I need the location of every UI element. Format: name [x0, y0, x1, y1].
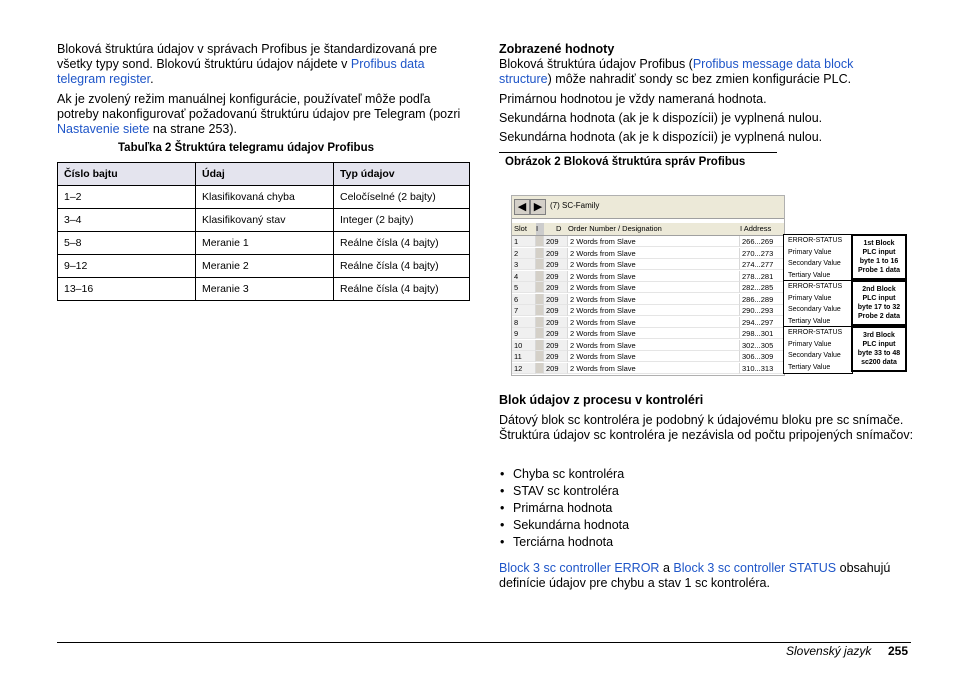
table-cell: Celočíselné (2 bajty)	[334, 186, 470, 209]
designation-cell: 2 Words from Slave	[568, 259, 740, 270]
designation-cell: 2 Words from Slave	[568, 317, 740, 328]
grid-row[interactable]	[512, 259, 782, 270]
network-settings-link[interactable]: Nastavenie siete	[57, 122, 150, 136]
plc-block-line: 2nd Block	[862, 286, 896, 293]
address-cell: 290...293	[740, 305, 784, 316]
value-label: Tertiary Value	[788, 271, 831, 279]
window-toolbar	[512, 196, 784, 219]
designation-cell: 2 Words from Slave	[568, 271, 740, 282]
grid-row[interactable]	[512, 317, 782, 328]
column-slot: Slot	[514, 224, 527, 233]
slot-cell: 6	[512, 294, 536, 305]
column-header-byte: Číslo bajtu	[58, 163, 196, 186]
dp-cell: 209	[544, 282, 568, 293]
value-label: Tertiary Value	[788, 363, 831, 371]
plc-block-line: Probe 2 data	[857, 313, 900, 320]
grid-rows	[512, 236, 784, 374]
module-label: (7) SC-Family	[550, 201, 600, 210]
dp-cell: 209	[544, 305, 568, 316]
manual-config-paragraph: Ak je zvolený režim manuálnej konfigurácie, používateľ môže podľa potreby nakonfigurovať požadovanú štruktúru údajov pre Telegram (pozri Nastavenie siete na strane 253).	[57, 92, 461, 136]
table-row	[58, 186, 470, 209]
plc-block-line: PLC input	[862, 295, 896, 302]
address-cell: 270...273	[740, 248, 784, 259]
grid-row[interactable]	[512, 340, 782, 351]
back-arrow-icon[interactable]: ◀	[514, 199, 530, 215]
table-cell: Klasifikovaná chyba	[196, 186, 334, 209]
plc-block-line: byte 33 to 48	[857, 350, 901, 357]
controller-data-list	[499, 466, 879, 551]
list-item: • STAV sc kontroléra	[499, 483, 879, 500]
address-cell: 294...297	[740, 317, 784, 328]
value-label: Secondary Value	[788, 306, 841, 313]
list-item: • Sekundárna hodnota	[499, 517, 879, 534]
slot-cell: 1	[512, 236, 536, 247]
controller-status-link[interactable]: Block 3 sc controller STATUS	[673, 561, 837, 575]
address-cell: 298...301	[740, 328, 784, 339]
column-i: I	[536, 223, 544, 235]
slot-cell: 2	[512, 248, 536, 259]
column-header-data: Údaj	[196, 163, 334, 186]
dp-cell: 209	[544, 317, 568, 328]
plc-block-line: 1st Block	[863, 240, 895, 247]
value-label: Primary Value	[788, 340, 832, 348]
designation-cell: 2 Words from Slave	[568, 236, 740, 247]
module-icon-cell	[536, 340, 544, 351]
module-icon-cell	[536, 363, 544, 374]
designation-cell: 2 Words from Slave	[568, 340, 740, 351]
designation-cell: 2 Words from Slave	[568, 248, 740, 259]
table-cell: Klasifikovaný stav	[196, 209, 334, 232]
table-cell: 5–8	[58, 232, 196, 255]
forward-arrow-icon[interactable]: ▶	[530, 199, 546, 215]
column-i-address: I Address	[740, 224, 772, 233]
plc-block-line: 3rd Block	[863, 332, 895, 339]
footer-language: Slovenský jazyk	[786, 644, 872, 658]
grid-header	[512, 223, 784, 236]
controller-block-heading: Blok údajov z procesu v kontroléri	[499, 393, 704, 407]
dp-cell: 209	[544, 294, 568, 305]
dp-cell: 209	[544, 351, 568, 362]
address-cell: 306...309	[740, 351, 784, 362]
module-icon-cell	[536, 271, 544, 282]
block-groups	[783, 234, 907, 374]
figure-caption: Obrázok 2 Bloková štruktúra správ Profibus	[505, 156, 746, 168]
footer-rule	[57, 642, 911, 643]
value-label: ERROR-STATUS	[788, 237, 843, 244]
value-labels-box	[783, 326, 853, 374]
plc-block-box	[851, 280, 907, 326]
table-row	[58, 278, 470, 301]
module-icon-cell	[536, 317, 544, 328]
module-icon-cell	[536, 259, 544, 270]
grid-row[interactable]	[512, 294, 782, 305]
controller-block-paragraph: Dátový blok sc kontroléra je podobný k údajovému bloku pre sc snímače. Štruktúra údajov sc kontroléra je nezávisla od počtu pripojených snímačov:	[499, 413, 914, 442]
list-item: • Terciárna hodnota	[499, 534, 879, 551]
table-cell: Reálne čísla (4 bajty)	[334, 255, 470, 278]
dp-cell: 209	[544, 248, 568, 259]
grid-row[interactable]	[512, 282, 782, 293]
dp-cell: 209	[544, 328, 568, 339]
module-icon-cell	[536, 305, 544, 316]
address-cell: 282...285	[740, 282, 784, 293]
grid-row[interactable]	[512, 248, 782, 259]
table-cell: Meranie 1	[196, 232, 334, 255]
designation-cell: 2 Words from Slave	[568, 305, 740, 316]
address-cell: 266...269	[740, 236, 784, 247]
value-label: Tertiary Value	[788, 317, 831, 325]
value-labels-box	[783, 280, 853, 328]
designation-cell: 2 Words from Slave	[568, 328, 740, 339]
plc-block-line: PLC input	[862, 249, 896, 256]
displayed-values-heading: Zobrazené hodnoty	[499, 42, 615, 56]
slot-cell: 5	[512, 282, 536, 293]
designation-cell: 2 Words from Slave	[568, 363, 740, 374]
module-icon-cell	[536, 282, 544, 293]
dp-cell: 209	[544, 236, 568, 247]
slot-cell: 3	[512, 259, 536, 270]
primary-value-text: Primárnou hodnotou je vždy nameraná hodnota.	[499, 92, 767, 106]
page-number: 255	[888, 644, 909, 658]
controller-error-link[interactable]: Block 3 sc controller ERROR	[499, 561, 660, 575]
table-row	[58, 232, 470, 255]
plc-block-box	[851, 326, 907, 372]
designation-cell: 2 Words from Slave	[568, 282, 740, 293]
designation-cell: 2 Words from Slave	[568, 294, 740, 305]
table-row	[58, 255, 470, 278]
intro-paragraph: Bloková štruktúra údajov v správach Profibus je štandardizovaná pre všetky typy sond. Blokovú štruktúru údajov nájdete v Profibus data telegram register.	[57, 42, 438, 86]
plc-block-line: PLC input	[862, 341, 896, 348]
profibus-config-figure	[503, 186, 907, 376]
table-caption: Tabuľka 2 Štruktúra telegramu údajov Profibus	[118, 142, 374, 154]
grid-row[interactable]	[512, 328, 782, 339]
list-item: • Primárna hodnota	[499, 500, 879, 517]
plc-block-line: Probe 1 data	[857, 267, 900, 274]
table-cell: Reálne čísla (4 bajty)	[334, 232, 470, 255]
controller-definitions-paragraph: Block 3 sc controller ERROR a Block 3 sc controller STATUS obsahujú definície údajov pre chybu a stav 1 sc kontroléra.	[499, 561, 891, 590]
dp-cell: 209	[544, 259, 568, 270]
grid-row[interactable]	[512, 236, 782, 247]
slot-cell: 10	[512, 340, 536, 351]
column-d: D	[556, 224, 562, 233]
value-label: Primary Value	[788, 248, 832, 256]
module-icon-cell	[536, 328, 544, 339]
address-cell: 302...305	[740, 340, 784, 351]
module-icon-cell	[536, 351, 544, 362]
message-block-structure-link[interactable]: Profibus message data block structure	[499, 57, 854, 86]
secondary-value-text-1: Sekundárna hodnota (ak je k dispozícii) je vyplnená nulou.	[499, 111, 823, 125]
slot-cell: 12	[512, 363, 536, 374]
grid-row[interactable]	[512, 271, 782, 282]
value-label: ERROR-STATUS	[788, 283, 843, 290]
value-label: ERROR-STATUS	[788, 329, 843, 336]
table-cell: Integer (2 bajty)	[334, 209, 470, 232]
config-window	[511, 195, 785, 376]
table-cell: 1–2	[58, 186, 196, 209]
address-cell: 310...313	[740, 363, 784, 374]
displayed-values-paragraph: Bloková štruktúra údajov Profibus (Profibus message data block structure) môže nahradiť sondy sc bez zmien konfigurácie PLC.	[499, 57, 854, 86]
dp-cell: 209	[544, 363, 568, 374]
grid-row[interactable]	[512, 363, 782, 374]
plc-block-line: byte 17 to 32	[857, 304, 901, 311]
table-cell: 3–4	[58, 209, 196, 232]
module-icon-cell	[536, 248, 544, 259]
table-cell: Reálne čísla (4 bajty)	[334, 278, 470, 301]
table-cell: Meranie 2	[196, 255, 334, 278]
address-cell: 286...289	[740, 294, 784, 305]
value-label: Primary Value	[788, 294, 832, 302]
slot-cell: 4	[512, 271, 536, 282]
plc-block-line: sc200 data	[861, 359, 897, 366]
slot-cell: 11	[512, 351, 536, 362]
address-cell: 278...281	[740, 271, 784, 282]
module-icon-cell	[536, 294, 544, 305]
slot-cell: 8	[512, 317, 536, 328]
secondary-value-text-2: Sekundárna hodnota (ak je k dispozícii) je vyplnená nulou.	[499, 130, 823, 144]
table-cell: 13–16	[58, 278, 196, 301]
slot-cell: 7	[512, 305, 536, 316]
dp-cell: 209	[544, 271, 568, 282]
address-cell: 274...277	[740, 259, 784, 270]
profibus-data-telegram-register-link[interactable]: Profibus data telegram register	[57, 57, 425, 86]
value-label: Secondary Value	[788, 260, 841, 267]
plc-block-box	[851, 234, 907, 280]
table-row	[58, 209, 470, 232]
column-order-number: Order Number / Designation	[568, 224, 662, 233]
list-item: • Chyba sc kontroléra	[499, 466, 879, 483]
telegram-structure-table	[57, 162, 470, 301]
table-cell: Meranie 3	[196, 278, 334, 301]
plc-block-line: byte 1 to 16	[859, 258, 899, 265]
column-header-type: Typ údajov	[334, 163, 470, 186]
designation-cell: 2 Words from Slave	[568, 351, 740, 362]
dp-cell: 209	[544, 340, 568, 351]
table-cell: 9–12	[58, 255, 196, 278]
value-label: Secondary Value	[788, 352, 841, 359]
module-icon-cell	[536, 236, 544, 247]
table-header-row	[58, 163, 470, 186]
value-labels-box	[783, 234, 853, 282]
slot-cell: 9	[512, 328, 536, 339]
grid-row[interactable]	[512, 305, 782, 316]
grid-row[interactable]	[512, 351, 782, 362]
figure-caption-rule	[499, 152, 777, 153]
